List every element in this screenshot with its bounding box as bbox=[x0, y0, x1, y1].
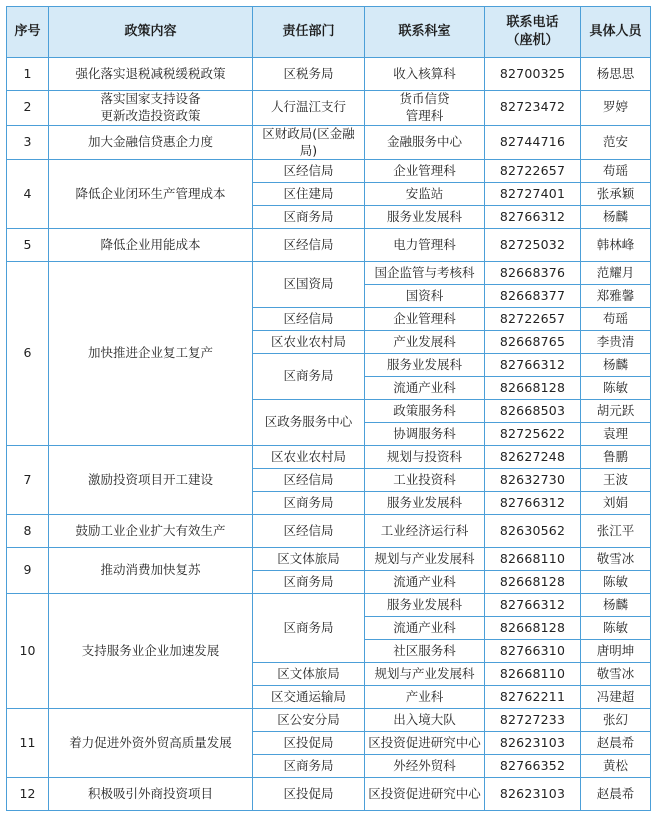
policy-cell: 加快推进企业复工复产 bbox=[49, 262, 253, 446]
phone-cell: 82722657 bbox=[485, 308, 581, 331]
policy-cell: 推动消费加快复苏 bbox=[49, 548, 253, 594]
policy-cell: 降低企业闭环生产管理成本 bbox=[49, 160, 253, 229]
phone-cell: 82668128 bbox=[485, 617, 581, 640]
person-cell: 王波 bbox=[581, 469, 651, 492]
office-cell: 产业科 bbox=[365, 686, 485, 709]
table-row bbox=[7, 778, 651, 811]
phone-cell: 82623103 bbox=[485, 732, 581, 755]
index-cell: 12 bbox=[7, 778, 49, 811]
table-body bbox=[7, 58, 651, 811]
office-cell: 产业发展科 bbox=[365, 331, 485, 354]
department-cell: 区政务服务中心 bbox=[253, 400, 365, 446]
table-header-row bbox=[7, 7, 651, 58]
department-cell: 区商务局 bbox=[253, 571, 365, 594]
phone-cell: 82766312 bbox=[485, 354, 581, 377]
person-cell: 胡元跃 bbox=[581, 400, 651, 423]
index-cell: 3 bbox=[7, 125, 49, 160]
person-cell: 杨思思 bbox=[581, 58, 651, 91]
person-cell: 苟瑶 bbox=[581, 160, 651, 183]
office-cell: 规划与产业发展科 bbox=[365, 548, 485, 571]
person-cell: 郑雅馨 bbox=[581, 285, 651, 308]
office-cell: 规划与产业发展科 bbox=[365, 663, 485, 686]
department-cell: 区商务局 bbox=[253, 755, 365, 778]
table-row bbox=[7, 262, 651, 285]
header-phone: 联系电话 （座机） bbox=[485, 7, 581, 58]
person-cell: 韩林峰 bbox=[581, 229, 651, 262]
phone-cell: 82668128 bbox=[485, 571, 581, 594]
department-cell: 区经信局 bbox=[253, 160, 365, 183]
office-cell: 电力管理科 bbox=[365, 229, 485, 262]
phone-cell: 82668110 bbox=[485, 663, 581, 686]
person-cell: 罗婷 bbox=[581, 90, 651, 125]
office-cell: 服务业发展科 bbox=[365, 492, 485, 515]
phone-cell: 82744716 bbox=[485, 125, 581, 160]
office-cell: 流通产业科 bbox=[365, 377, 485, 400]
office-cell: 安监站 bbox=[365, 183, 485, 206]
person-cell: 敬雪冰 bbox=[581, 548, 651, 571]
index-cell: 5 bbox=[7, 229, 49, 262]
office-cell: 规划与投资科 bbox=[365, 446, 485, 469]
department-cell: 区公安分局 bbox=[253, 709, 365, 732]
department-cell: 区税务局 bbox=[253, 58, 365, 91]
department-cell: 区国资局 bbox=[253, 262, 365, 308]
phone-cell: 82668765 bbox=[485, 331, 581, 354]
person-cell: 鲁鹏 bbox=[581, 446, 651, 469]
policy-contact-table bbox=[6, 6, 651, 811]
header-office: 联系科室 bbox=[365, 7, 485, 58]
department-cell: 区住建局 bbox=[253, 183, 365, 206]
person-cell: 杨麟 bbox=[581, 594, 651, 617]
header-person: 具体人员 bbox=[581, 7, 651, 58]
office-cell: 货币信贷 管理科 bbox=[365, 90, 485, 125]
phone-cell: 82632730 bbox=[485, 469, 581, 492]
department-cell: 人行温江支行 bbox=[253, 90, 365, 125]
office-cell: 企业管理科 bbox=[365, 160, 485, 183]
office-cell: 区投资促进研究中心 bbox=[365, 732, 485, 755]
policy-cell: 着力促进外资外贸高质量发展 bbox=[49, 709, 253, 778]
person-cell: 张承颖 bbox=[581, 183, 651, 206]
table-row bbox=[7, 446, 651, 469]
index-cell: 11 bbox=[7, 709, 49, 778]
header-index: 序号 bbox=[7, 7, 49, 58]
index-cell: 4 bbox=[7, 160, 49, 229]
policy-cell: 鼓励工业企业扩大有效生产 bbox=[49, 515, 253, 548]
person-cell: 冯建超 bbox=[581, 686, 651, 709]
table-row bbox=[7, 58, 651, 91]
office-cell: 工业经济运行科 bbox=[365, 515, 485, 548]
office-cell: 区投资促进研究中心 bbox=[365, 778, 485, 811]
office-cell: 出入境大队 bbox=[365, 709, 485, 732]
office-cell: 协调服务科 bbox=[365, 423, 485, 446]
phone-cell: 82725622 bbox=[485, 423, 581, 446]
person-cell: 范安 bbox=[581, 125, 651, 160]
policy-cell: 降低企业用能成本 bbox=[49, 229, 253, 262]
phone-cell: 82766352 bbox=[485, 755, 581, 778]
index-cell: 10 bbox=[7, 594, 49, 709]
index-cell: 2 bbox=[7, 90, 49, 125]
office-cell: 企业管理科 bbox=[365, 308, 485, 331]
office-cell: 工业投资科 bbox=[365, 469, 485, 492]
phone-cell: 82627248 bbox=[485, 446, 581, 469]
person-cell: 杨麟 bbox=[581, 354, 651, 377]
department-cell: 区投促局 bbox=[253, 778, 365, 811]
office-cell: 收入核算科 bbox=[365, 58, 485, 91]
department-cell: 区文体旅局 bbox=[253, 548, 365, 571]
person-cell: 唐明坤 bbox=[581, 640, 651, 663]
policy-cell: 激励投资项目开工建设 bbox=[49, 446, 253, 515]
phone-cell: 82766310 bbox=[485, 640, 581, 663]
header-department: 责任部门 bbox=[253, 7, 365, 58]
department-cell: 区经信局 bbox=[253, 229, 365, 262]
person-cell: 袁理 bbox=[581, 423, 651, 446]
department-cell: 区文体旅局 bbox=[253, 663, 365, 686]
department-cell: 区投促局 bbox=[253, 732, 365, 755]
person-cell: 陈敏 bbox=[581, 377, 651, 400]
policy-cell: 积极吸引外商投资项目 bbox=[49, 778, 253, 811]
person-cell: 赵晨希 bbox=[581, 732, 651, 755]
phone-cell: 82762211 bbox=[485, 686, 581, 709]
person-cell: 黄松 bbox=[581, 755, 651, 778]
person-cell: 陈敏 bbox=[581, 617, 651, 640]
phone-cell: 82722657 bbox=[485, 160, 581, 183]
person-cell: 陈敏 bbox=[581, 571, 651, 594]
office-cell: 外经外贸科 bbox=[365, 755, 485, 778]
person-cell: 刘娟 bbox=[581, 492, 651, 515]
department-cell: 区商务局 bbox=[253, 594, 365, 663]
index-cell: 8 bbox=[7, 515, 49, 548]
phone-cell: 82727233 bbox=[485, 709, 581, 732]
table-row bbox=[7, 548, 651, 571]
table-row bbox=[7, 160, 651, 183]
department-cell: 区经信局 bbox=[253, 308, 365, 331]
phone-cell: 82668503 bbox=[485, 400, 581, 423]
phone-cell: 82668376 bbox=[485, 262, 581, 285]
phone-cell: 82766312 bbox=[485, 492, 581, 515]
phone-cell: 82723472 bbox=[485, 90, 581, 125]
phone-cell: 82668110 bbox=[485, 548, 581, 571]
table-row bbox=[7, 594, 651, 617]
table-row bbox=[7, 90, 651, 125]
table-row bbox=[7, 709, 651, 732]
department-cell: 区交通运输局 bbox=[253, 686, 365, 709]
index-cell: 6 bbox=[7, 262, 49, 446]
index-cell: 7 bbox=[7, 446, 49, 515]
table-row bbox=[7, 515, 651, 548]
person-cell: 李贵清 bbox=[581, 331, 651, 354]
policy-cell: 强化落实退税减税缓税政策 bbox=[49, 58, 253, 91]
phone-cell: 82668377 bbox=[485, 285, 581, 308]
index-cell: 9 bbox=[7, 548, 49, 594]
phone-cell: 82727401 bbox=[485, 183, 581, 206]
department-cell: 区经信局 bbox=[253, 515, 365, 548]
department-cell: 区农业农村局 bbox=[253, 446, 365, 469]
table-row bbox=[7, 229, 651, 262]
office-cell: 政策服务科 bbox=[365, 400, 485, 423]
department-cell: 区商务局 bbox=[253, 492, 365, 515]
policy-cell: 支持服务业企业加速发展 bbox=[49, 594, 253, 709]
phone-cell: 82725032 bbox=[485, 229, 581, 262]
office-cell: 服务业发展科 bbox=[365, 206, 485, 229]
person-cell: 赵晨希 bbox=[581, 778, 651, 811]
department-cell: 区经信局 bbox=[253, 469, 365, 492]
phone-cell: 82766312 bbox=[485, 594, 581, 617]
person-cell: 杨麟 bbox=[581, 206, 651, 229]
person-cell: 敬雪冰 bbox=[581, 663, 651, 686]
department-cell: 区商务局 bbox=[253, 354, 365, 400]
department-cell: 区财政局(区金融局) bbox=[253, 125, 365, 160]
office-cell: 流通产业科 bbox=[365, 571, 485, 594]
person-cell: 张幻 bbox=[581, 709, 651, 732]
phone-cell: 82766312 bbox=[485, 206, 581, 229]
person-cell: 范耀月 bbox=[581, 262, 651, 285]
table-row bbox=[7, 125, 651, 160]
policy-cell: 加大金融信贷惠企力度 bbox=[49, 125, 253, 160]
office-cell: 国企监管与考核科 bbox=[365, 262, 485, 285]
office-cell: 服务业发展科 bbox=[365, 354, 485, 377]
office-cell: 社区服务科 bbox=[365, 640, 485, 663]
policy-cell: 落实国家支持设备 更新改造投资政策 bbox=[49, 90, 253, 125]
phone-cell: 82630562 bbox=[485, 515, 581, 548]
phone-cell: 82668128 bbox=[485, 377, 581, 400]
phone-cell: 82623103 bbox=[485, 778, 581, 811]
person-cell: 苟瑶 bbox=[581, 308, 651, 331]
office-cell: 金融服务中心 bbox=[365, 125, 485, 160]
department-cell: 区商务局 bbox=[253, 206, 365, 229]
office-cell: 服务业发展科 bbox=[365, 594, 485, 617]
person-cell: 张江平 bbox=[581, 515, 651, 548]
office-cell: 流通产业科 bbox=[365, 617, 485, 640]
department-cell: 区农业农村局 bbox=[253, 331, 365, 354]
phone-cell: 82700325 bbox=[485, 58, 581, 91]
index-cell: 1 bbox=[7, 58, 49, 91]
header-policy: 政策内容 bbox=[49, 7, 253, 58]
office-cell: 国资科 bbox=[365, 285, 485, 308]
